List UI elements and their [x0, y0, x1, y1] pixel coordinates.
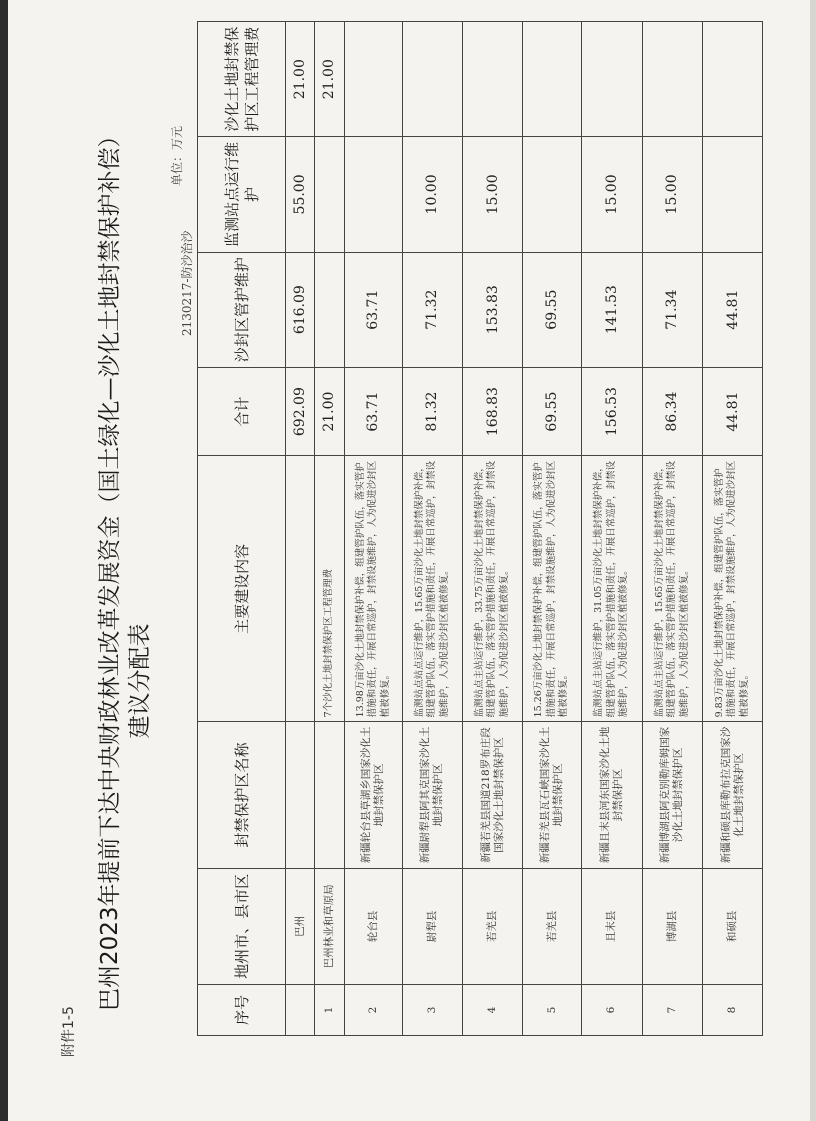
cell-region: 巴州林业和草原局 [315, 868, 344, 984]
document-title [95, 81, 155, 1011]
cell-content: 9.83万亩沙化土地封禁保护补偿，组建管护队伍，落实管护措施和责任，开展日常巡护，封禁设施维护，人为促进沙封区植被修复。 [703, 456, 763, 722]
title-line-1: 巴州2023年提前下达中央财政林业改革发展资金（国土绿化—沙化土地封禁保护补偿） [97, 124, 123, 1011]
cell-total: 168.83 [462, 367, 523, 456]
cell-monitor [523, 137, 582, 252]
cell-region: 博湖县 [642, 868, 703, 984]
cell-seq: 6 [582, 985, 643, 1036]
cell-mgmt: 71.32 [403, 252, 463, 367]
cell-zone: 新疆若羌县瓦石峡国家沙化土地封禁保护区 [523, 722, 582, 868]
cell-content: 15.26万亩沙化土地封禁保护补偿，组建管护队伍，落实管护措施和责任，开展日常巡护，封禁设施维护，人为促进沙封区植被修复。 [523, 456, 582, 722]
cell-region: 巴州 [286, 868, 315, 984]
cell-region: 和硕县 [703, 868, 763, 984]
cell-seq [286, 985, 315, 1036]
cell-mgmt: 44.81 [703, 252, 763, 367]
cell-content: 13.98万亩沙化土地封禁保护补偿，组建管护队伍，落实管护措施和责任，开展日常巡护，封禁设施维护，人为促进沙封区植被修复。 [344, 456, 403, 722]
cell-project [523, 22, 582, 137]
cell-seq: 7 [642, 985, 703, 1036]
cell-total: 81.32 [403, 367, 463, 456]
table-row [344, 22, 403, 1036]
cell-content: 7个沙化土地封禁保护区工程管理费 [315, 456, 344, 722]
cell-mgmt: 69.55 [523, 252, 582, 367]
subject-code: 2130217-防沙治沙 [180, 230, 194, 336]
table-row [462, 22, 523, 1036]
table-row [286, 22, 315, 1036]
table-row [315, 22, 344, 1036]
cell-project [703, 22, 763, 137]
cell-total: 69.55 [523, 367, 582, 456]
cell-project [403, 22, 463, 137]
cell-project [582, 22, 643, 137]
cell-zone: 新疆轮台县草湖乡国家沙化土地封禁保护区 [344, 722, 403, 868]
table-row [582, 22, 643, 1036]
cell-seq: 3 [403, 985, 463, 1036]
cell-monitor: 55.00 [286, 137, 315, 252]
cell-seq: 4 [462, 985, 523, 1036]
cell-content: 监测站点主站运行维护，31.05万亩沙化土地封禁保护补偿，组建管护队伍，落实管护措施和责任，开展日常巡护，封禁设施维护，人为促进沙封区植被修复。 [582, 456, 643, 722]
allocation-table [197, 21, 763, 1036]
annex-label: 附件1-5 [61, 1006, 77, 1057]
cell-total: 692.09 [286, 367, 315, 456]
cell-total: 156.53 [582, 367, 643, 456]
cell-monitor: 15.00 [462, 137, 523, 252]
cell-mgmt [315, 252, 344, 367]
cell-zone [286, 722, 315, 868]
cell-seq: 8 [703, 985, 763, 1036]
cell-zone: 新疆博湖县阿克别勒库姆国家沙化土地封禁保护区 [642, 722, 703, 868]
header-monitor: 监测站点运行维护 [198, 137, 286, 252]
cell-monitor [344, 137, 403, 252]
table-row [642, 22, 703, 1036]
cell-total: 44.81 [703, 367, 763, 456]
cell-zone: 新疆尉犁县阿其克国家沙化土地封禁保护区 [403, 722, 463, 868]
header-zone: 封禁保护区名称 [198, 722, 286, 868]
cell-zone: 新疆若羌县国道218罗布庄段国家沙化土地封禁保护区 [462, 722, 523, 868]
cell-project [462, 22, 523, 137]
unit-label: 单位：万元 [170, 125, 184, 186]
cell-seq: 5 [523, 985, 582, 1036]
cell-monitor [703, 137, 763, 252]
cell-mgmt: 153.83 [462, 252, 523, 367]
cell-seq: 1 [315, 985, 344, 1036]
header-project: 沙化土地封禁保护区工程管理费 [198, 22, 286, 137]
cell-content [286, 456, 315, 722]
cell-total: 21.00 [315, 367, 344, 456]
title-line-2: 建议分配表 [127, 623, 153, 739]
cell-mgmt: 63.71 [344, 252, 403, 367]
cell-zone: 新疆和硕县库勒布拉克国家沙化土地封禁保护区 [703, 722, 763, 868]
cell-content: 监测站点站点运行维护，15.65万亩沙化土地封禁保护补偿，组建管护队伍，落实管护措施和责任，开展日常巡护，封禁设施维护，人为促进沙封区植被修复。 [403, 456, 463, 722]
cell-project [642, 22, 703, 137]
table-row [403, 22, 463, 1036]
cell-seq: 2 [344, 985, 403, 1036]
cell-project: 21.00 [286, 22, 315, 137]
cell-mgmt: 616.09 [286, 252, 315, 367]
cell-content: 监测站点主站运行维护，33.75万亩沙化土地封禁保护补偿，组建管护队伍，落实管护措施和责任，开展日常巡护，封禁设施维护，人为促进沙封区植被修复。 [462, 456, 523, 722]
cell-monitor: 15.00 [642, 137, 703, 252]
cell-mgmt: 71.34 [642, 252, 703, 367]
cell-zone: 新疆且末县河东国家沙化土地封禁保护区 [582, 722, 643, 868]
cell-total: 63.71 [344, 367, 403, 456]
header-seq: 序号 [198, 985, 286, 1036]
cell-region: 且末县 [582, 868, 643, 984]
table-row [523, 22, 582, 1036]
table-row [703, 22, 763, 1036]
cell-mgmt: 141.53 [582, 252, 643, 367]
cell-total: 86.34 [642, 367, 703, 456]
header-region: 地州市、县市区 [198, 868, 286, 984]
header-content: 主要建设内容 [198, 456, 286, 722]
cell-project [344, 22, 403, 137]
cell-zone [315, 722, 344, 868]
cell-region: 尉犁县 [403, 868, 463, 984]
header-total: 合计 [198, 367, 286, 456]
cell-region: 轮台县 [344, 868, 403, 984]
cell-monitor [315, 137, 344, 252]
cell-monitor: 10.00 [403, 137, 463, 252]
cell-region: 若羌县 [462, 868, 523, 984]
cell-content: 监测站点主站运行维护，15.65万亩沙化土地封禁保护补偿，组建管护队伍，落实管护措施和责任，开展日常巡护，封禁设施维护，人为促进沙封区植被修复。 [642, 456, 703, 722]
cell-region: 若羌县 [523, 868, 582, 984]
cell-monitor: 15.00 [582, 137, 643, 252]
table-header-row [198, 22, 286, 1036]
cell-project: 21.00 [315, 22, 344, 137]
header-mgmt: 沙封区管护维护 [198, 252, 286, 367]
